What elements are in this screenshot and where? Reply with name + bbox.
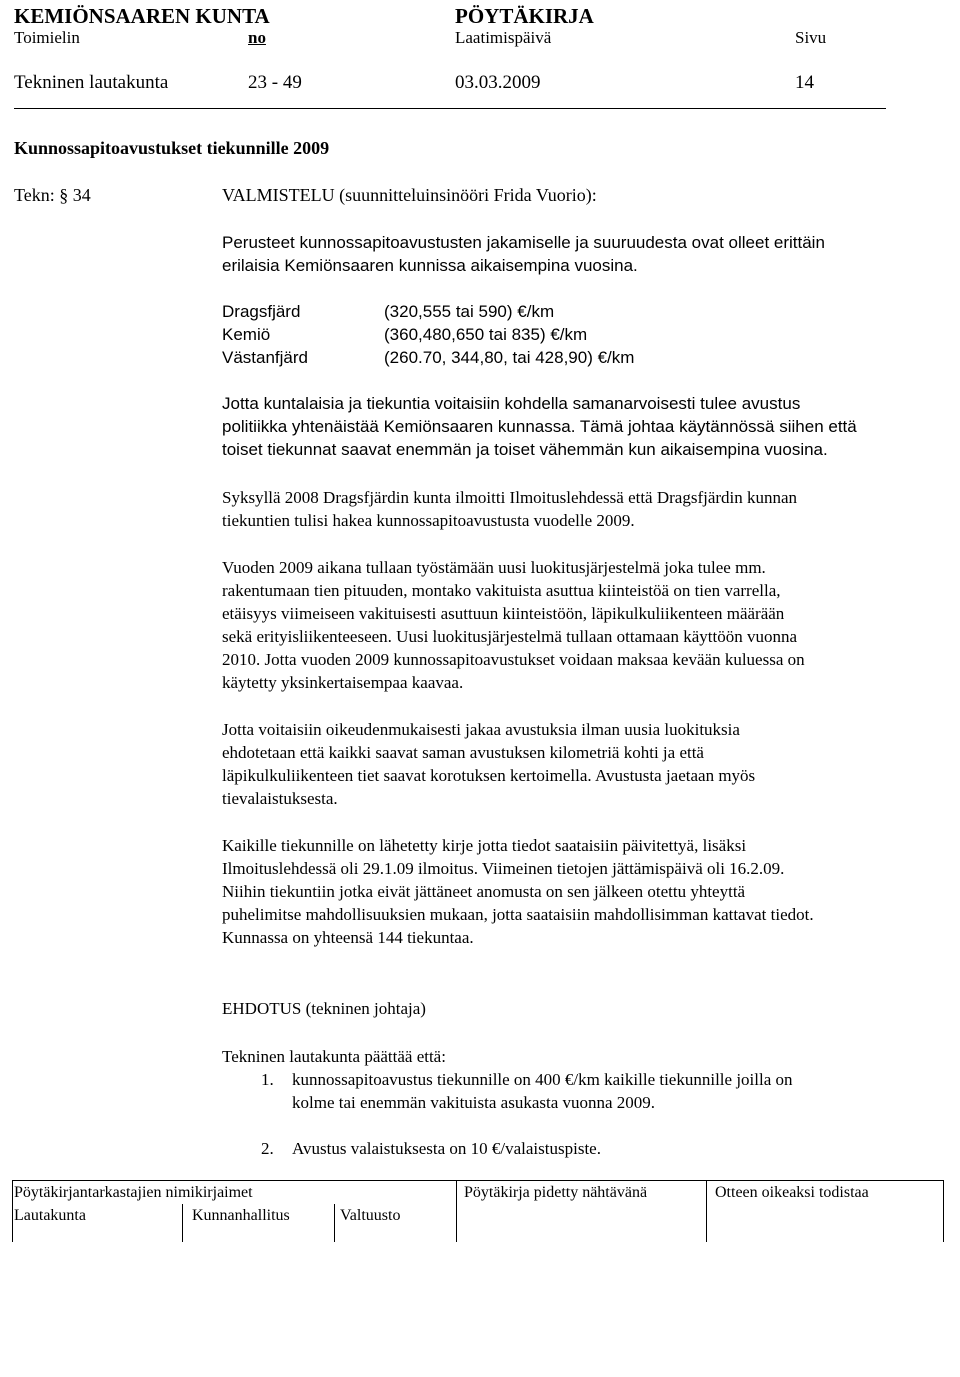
proposal-heading: EHDOTUS (tekninen johtaja) [222, 999, 426, 1018]
body-paragraph [222, 486, 942, 532]
text-line: politiikka yhtenäistää Kemiönsaaren kunnassa. Tämä johtaa käytännössä siihen että [222, 417, 857, 436]
header-label-body: Toimielin [14, 28, 80, 47]
text-line: läpikulkuliikenteen tiet saavat korotuksen kertoimella. Avustusta jaetaan myös [222, 766, 756, 785]
body-paragraph [222, 718, 942, 810]
text-line: käytetty yksinkertaisempaa kaavaa. [222, 673, 464, 692]
list-item-number: 1. [261, 1070, 274, 1089]
text-line: Niihin tiekuntiin jotka eivät jättäneet anomusta on sen jälkeen otettu yhteyttä [222, 882, 746, 901]
footer-right-rule [943, 1180, 944, 1242]
text-line: etäisyys viimeiseen vakituisesti asuttuun kiinteistöön, läpikulkuliikenteen määrään [222, 604, 785, 623]
footer-top-rule [12, 1180, 944, 1181]
text-line: rakentumaan tien pituuden, montako vakituista asuttua kiinteistöä on tien varrella, [222, 581, 781, 600]
rate-place: Västanfjärd [222, 348, 308, 367]
header-body-value: Tekninen lautakunta [14, 72, 169, 93]
header-label-no: no [248, 28, 266, 47]
intro-paragraph [222, 231, 942, 277]
text-line: Jotta voitaisiin oikeudenmukaisesti jakaa avustuksia ilman uusia luokituksia [222, 720, 740, 739]
header-divider [14, 108, 886, 109]
text-line: Ilmoituslehdessä oli 29.1.09 ilmoitus. Viimeinen tietojen jättämispäivä oli 16.2.09. [222, 859, 785, 878]
text-line: toiset tiekunnat saavat enemmän ja toiset vähemmän kun aikaisempina vuosina. [222, 440, 828, 459]
footer-left-rule [12, 1180, 13, 1242]
board-label: Lautakunta [14, 1207, 86, 1224]
municipal-board-label: Kunnanhallitus [192, 1207, 290, 1224]
page-title: Kunnossapitoavustukset tiekunnille 2009 [14, 138, 330, 158]
body-paragraph [222, 392, 942, 461]
rate-place: Kemiö [222, 325, 271, 344]
body-paragraph [222, 556, 942, 694]
certified-label: Otteen oikeaksi todistaa [715, 1184, 869, 1201]
text-line: Kaikille tiekunnille on lähetetty kirje jotta tiedot saataisiin päivitettyä, lisäksi [222, 836, 747, 855]
list-item-number: 2. [261, 1139, 274, 1158]
rate-place: Dragsfjärd [222, 302, 301, 321]
header-date-value: 03.03.2009 [455, 72, 541, 93]
list-item-line: kolme tai enemmän vakituista asukasta vuonna 2009. [292, 1093, 656, 1112]
list-item-line: kunnossapitoavustus tiekunnille on 400 €/km kaikille tiekunnille joilla on [292, 1070, 793, 1089]
organization-name: KEMIÖNSAAREN KUNTA [14, 4, 270, 28]
text-line: ehdotetaan että kaikki saavat saman avustuksen kilometriä kohti ja että [222, 743, 704, 762]
section-number: Tekn: § 34 [14, 185, 91, 205]
decision-intro: Tekninen lautakunta päättää että: [222, 1047, 446, 1066]
header-page-value: 14 [795, 72, 814, 93]
footer-divider [456, 1180, 457, 1242]
preparation-heading: VALMISTELU (suunnitteluinsinööri Frida Vuorio): [222, 185, 597, 205]
rate-value: (360,480,650 tai 835) €/km [384, 325, 588, 344]
signers-label: Pöytäkirjantarkastajien nimikirjaimet [14, 1184, 253, 1201]
document-type: PÖYTÄKIRJA [455, 4, 594, 28]
text-line: Kunnassa on yhteensä 144 tiekuntaa. [222, 928, 474, 947]
text-line: Perusteet kunnossapitoavustusten jakamiselle ja suuruudesta ovat olleet erittäin [222, 233, 825, 252]
text-line: Vuoden 2009 aikana tullaan työstämään uusi luokitusjärjestelmä joka tulee mm. [222, 558, 766, 577]
council-label: Valtuusto [340, 1207, 401, 1224]
list-item-line: Avustus valaistuksesta on 10 €/valaistuspiste. [292, 1139, 601, 1158]
displayed-label: Pöytäkirja pidetty nähtävänä [464, 1184, 648, 1201]
body-paragraph [222, 834, 942, 949]
text-line: puhelimitse mahdollisuuksien mukaan, jotta saataisiin mahdollisimman kattavat tiedot. [222, 905, 814, 924]
rate-value: (320,555 tai 590) €/km [384, 302, 555, 321]
footer-divider [182, 1204, 183, 1242]
text-line: erilaisia Kemiönsaaren kunnissa aikaisempina vuosina. [222, 256, 638, 275]
text-line: 2010. Jotta vuoden 2009 kunnossapitoavustukset voidaan maksaa kevään kuluessa on [222, 650, 805, 669]
footer-divider [334, 1204, 335, 1242]
footer-divider [706, 1180, 707, 1242]
text-line: sekä erityisliikenteeseen. Uusi luokitusjärjestelmä tullaan ottamaan käyttöön vuonna [222, 627, 798, 646]
header-label-date: Laatimispäivä [455, 28, 552, 47]
text-line: Jotta kuntalaisia ja tiekuntia voitaisiin kohdella samanarvoisesti tulee avustus [222, 394, 801, 413]
header-label-page: Sivu [795, 28, 827, 47]
text-line: tievalaistuksesta. [222, 789, 338, 808]
header-no-value: 23 - 49 [248, 72, 302, 93]
text-line: tiekuntien tulisi hakea kunnossapitoavustusta vuodelle 2009. [222, 511, 635, 530]
rate-value: (260.70, 344,80, tai 428,90) €/km [384, 348, 635, 367]
text-line: Syksyllä 2008 Dragsfjärdin kunta ilmoitti Ilmoituslehdessä että Dragsfjärdin kunnan [222, 488, 798, 507]
